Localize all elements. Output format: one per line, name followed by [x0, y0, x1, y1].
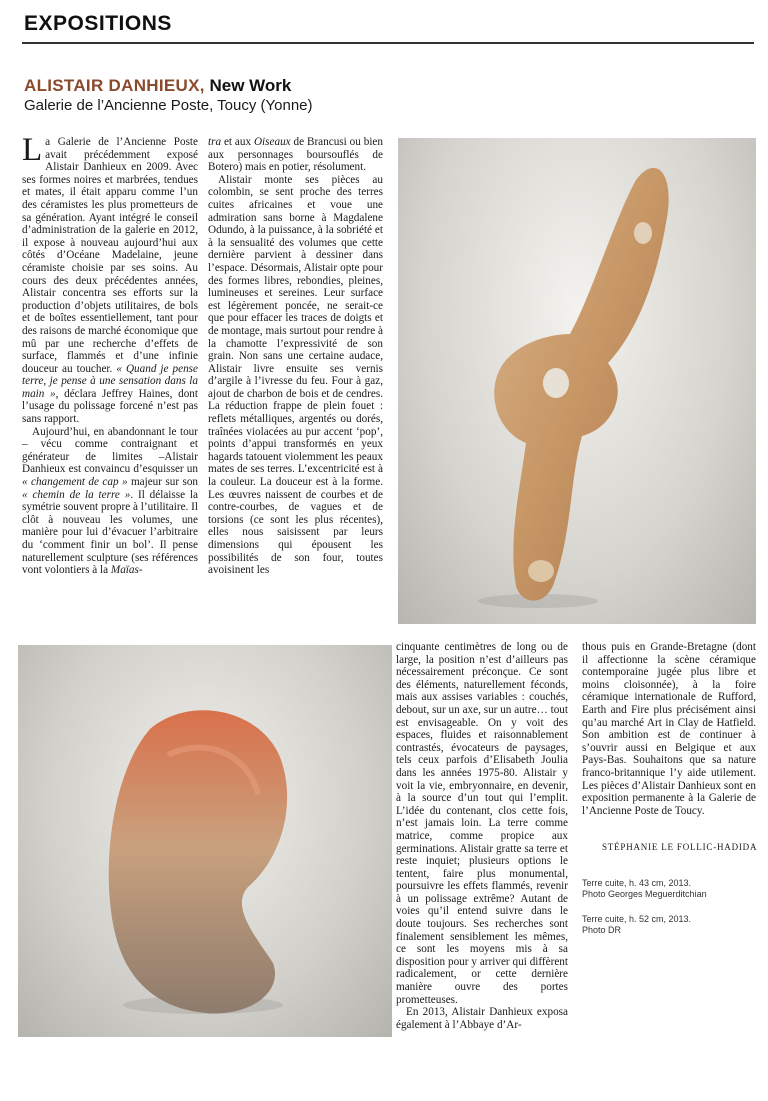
- artist-name: ALISTAIR DANHIEUX,: [24, 76, 205, 95]
- text-column-2: [208, 136, 383, 577]
- caption-2: Terre cuite, h. 52 cm, 2013. Photo DR: [582, 914, 692, 935]
- paragraph: La Galerie de l’Ancienne Poste avait précédemment exposé Alistair Danhieux en 2009. Avec ses formes noires et marbrées, tendues et mates, il était apparu comme l’un des céramistes les plus prometteurs de sa génération. Ayant intégré le conseil d’administration de la galerie en 2012, il expose à nouveau aujourd’hui aux côtés d’Océane Madelaine, jeune céramiste choisie par ses soins. Au cours des deux précédentes années, Alistair concentra ses efforts sur la production d’objets utilitaires, de bols et de boîtes essentiellement, tant pour des raisons de marché économique que mû par une recherche d’effets de surface, flammés et d’une infinie douceur au toucher. « Quand je pense terre, je pense à une sensation dans la main », déclara Jeffrey Haines, dont l’usage du polissage forcené n’est pas sans rapport.: [22, 132, 198, 426]
- paragraph: thous puis en Grande-Bretagne (dont il affectionne la scène céramique contemporaine jugée plus libre et moins cloisonnée), à la foire céramique internationale de Rufford, Earth and Fire plus précisément ainsi qu’au marché Art in Clay de Hatfield. Son ambition est de continuer à s’ouvrir aussi en Belgique et aux Pays-Bas. Souhaitons que sa nature franco-britannique l’y aide utilement. Les pièces d’Alistair Danhieux sont en exposition permanente à la Galerie de l’Ancienne Poste de Toucy.: [582, 641, 756, 817]
- text-column-4: [582, 641, 756, 817]
- article-venue: Galerie de l’Ancienne Poste, Toucy (Yonne): [24, 97, 313, 114]
- quote: « chemin de la terre »: [22, 488, 131, 501]
- paragraph: Aujourd’hui, en abandonnant le tour – vécu comme contraignant et générateur de limites –Alistair Danhieux est convaincu d’esquisser un « changement de cap » majeur sur son « chemin de la terre ». Il délaisse la symétrie souvent propre à l’utilitaire. Il clôt à nouveau les volumes, une manière pour lui d’évacuer l’arbitraire du ‘comment finir un bol’. Il pense naturellement sculpture (ses références vont volontiers à la Maïas-: [22, 425, 199, 577]
- sculpture-photo-2: [18, 645, 392, 1037]
- upright-sculpture: [398, 138, 756, 624]
- curved-sculpture: [18, 645, 392, 1037]
- sculpture-photo-1: [398, 138, 756, 624]
- caption-1: Terre cuite, h. 43 cm, 2013. Photo Georges Meguerditchian: [582, 878, 707, 899]
- article-heading: [24, 76, 291, 96]
- text-column-3: [396, 641, 568, 1031]
- quote: « Quand je pense terre, je pense à une sensation dans la main »: [22, 362, 198, 400]
- exhibition-title: New Work: [209, 76, 292, 95]
- paragraph: Alistair monte ses pièces au colombin, se sent proche des terres cuites africaines et voue une admiration sans borne à Magdalene Odundo, à la puissance, à la sobriété et à la sensualité des volumes que cette dernière parvient à dessiner dans l’espace. Désormais, Alistair opte pour des formes libres, rebondies, pleines, lumineuses et sereines. Leur surface est légèrement poncée, ne serait-ce que pour effacer les traces de doigts et de montage, mais surtout pour rendre à la chamotte l’expressivité de son grain. Non sans une certaine audace, Alistair livre ensuite ses vernis d’argile à l’ivresse du feu. Four à gaz, ajout de charbon de bois et de cendres. La réduction frappe de plein fouet : reflets métalliques, argentés ou dorés, traînées violacées au pur accent ‘pop’, points d’appui transformés en yeux hagards tatouent violemment les peaux mates de ses terres. L’excentricité est à la couleur. La douceur est à la forme. Les œuvres naissent de courbes et de contre-courbes, de vagues et de torsions (ce sont les plus récentes), elles nous saisissent par leurs dimensions qui épousent les possibilités de son four, toutes avoisinent les: [208, 173, 383, 577]
- section-title: EXPOSITIONS: [24, 12, 172, 35]
- paragraph: En 2013, Alistair Danhieux exposa également à l’Abbaye d’Ar-: [396, 1006, 568, 1031]
- paragraph: cinquante centimètres de long ou de large, la position n’est d’ailleurs pas nécessairement préconçue. Ce sont des éléments, naturellement féconds, mais aux assises variables : couchés, debout, sur un axe, sur un autre… tout est envisageable. On y voit des espaces, fluides et raisonnablement contrastés, évocateurs de paysages, tels ceux parfois d’Elisabeth Joulia dans les années 1975-80. Alistair y voit la vie, embryonnaire, en devenir, à la source d’un tout qui l’emplit. L’idée du contenant, clos cette fois, n’est jamais loin. La terre comme matrice, comme propice aux germinations. Alistair gratte sa terre et reste inquiet; plusieurs options le tentent, faire plus monumental, poursuivre les effets flammés, revenir à un polissage extrême? Autant de voies qu’il entend suivre dans le doute toujours. Ses recherches sont finalement sensiblement les mêmes, ce sont les moyens mis à sa disposition pour y arriver qui diffèrent radicalement, or cette dernière manière ouvre des portes prometteuses.: [396, 641, 568, 1006]
- author-signature: STÉPHANIE LE FOLLIC-HADIDA: [602, 842, 758, 852]
- drop-cap: L: [22, 132, 43, 168]
- quote: « changement de cap »: [22, 476, 128, 489]
- section-rule: [22, 42, 754, 44]
- paragraph: tra et aux Oiseaux de Brancusi ou bien aux personnages boursouflés de Botero) mais en potier, résolument.: [208, 136, 383, 174]
- text-column-1: [22, 132, 199, 577]
